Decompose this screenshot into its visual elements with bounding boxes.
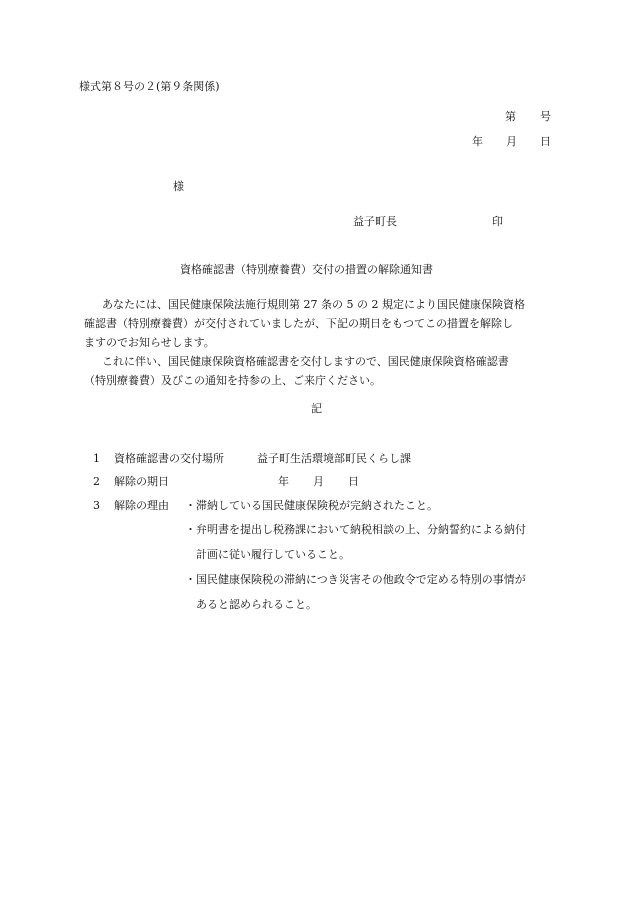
body-paragraph-2 [84,352,558,390]
item-date-day: 日 [348,475,359,488]
item-number: 1 [93,452,100,465]
issuer-title: 益子町長 [353,215,397,228]
issuer-seal: 印 [492,215,503,228]
item-date-month: 月 [313,475,324,488]
item-number: 2 [93,475,100,488]
body-line: （特別療養費）及びこの通知を持参の上、ご来庁ください。 [84,374,381,387]
body-line: 確認書（特別療養費）が交付されていましたが、下記の期日をもつてこの措置を解除し [84,317,513,330]
item-value: 益子町生活環境部町民くらし課 [257,452,411,465]
item-label: 解除の理由 [114,499,169,512]
item-label: 解除の期日 [114,475,169,488]
reason-bullet: ・ [185,499,196,512]
number-go: 号 [540,110,551,123]
reason-line: 計画に従い履行していること。 [196,548,350,561]
item-number: 3 [93,499,100,512]
body-line: あなたには、国民健康保険法施行規則第 27 条の 5 の 2 規定により国民健康保険資格 [102,298,525,311]
addressee-suffix: 様 [173,180,184,193]
body-paragraph-1 [84,295,558,352]
date-day: 日 [540,135,551,148]
date-month: 月 [506,135,517,148]
reason-line: あると認められること。 [196,598,317,611]
reason-bullet: ・ [185,523,196,536]
reason-bullet: ・ [185,573,196,586]
ki-marker: 記 [311,402,322,415]
date-year: 年 [472,135,483,148]
number-dai: 第 [505,110,516,123]
form-label: 様式第８号の２(第９条関係) [79,80,220,93]
document-title: 資格確認書（特別療養費）交付の措置の解除通知書 [180,263,433,276]
body-line: ますのでお知らせします。 [84,336,215,349]
body-line: これに伴い、国民健康保険資格確認書を交付しますので、国民健康保険資格確認書 [102,355,509,368]
reason-line: 滞納している国民健康保険税が完納されたこと。 [196,499,438,512]
reason-line: 弁明書を提出し税務課において納税相談の上、分納誓約による納付 [196,523,526,536]
item-label: 資格確認書の交付場所 [114,452,224,465]
item-date-year: 年 [278,475,289,488]
reason-line: 国民健康保険税の滞納につき災害その他政令で定める特別の事情が [196,573,526,586]
